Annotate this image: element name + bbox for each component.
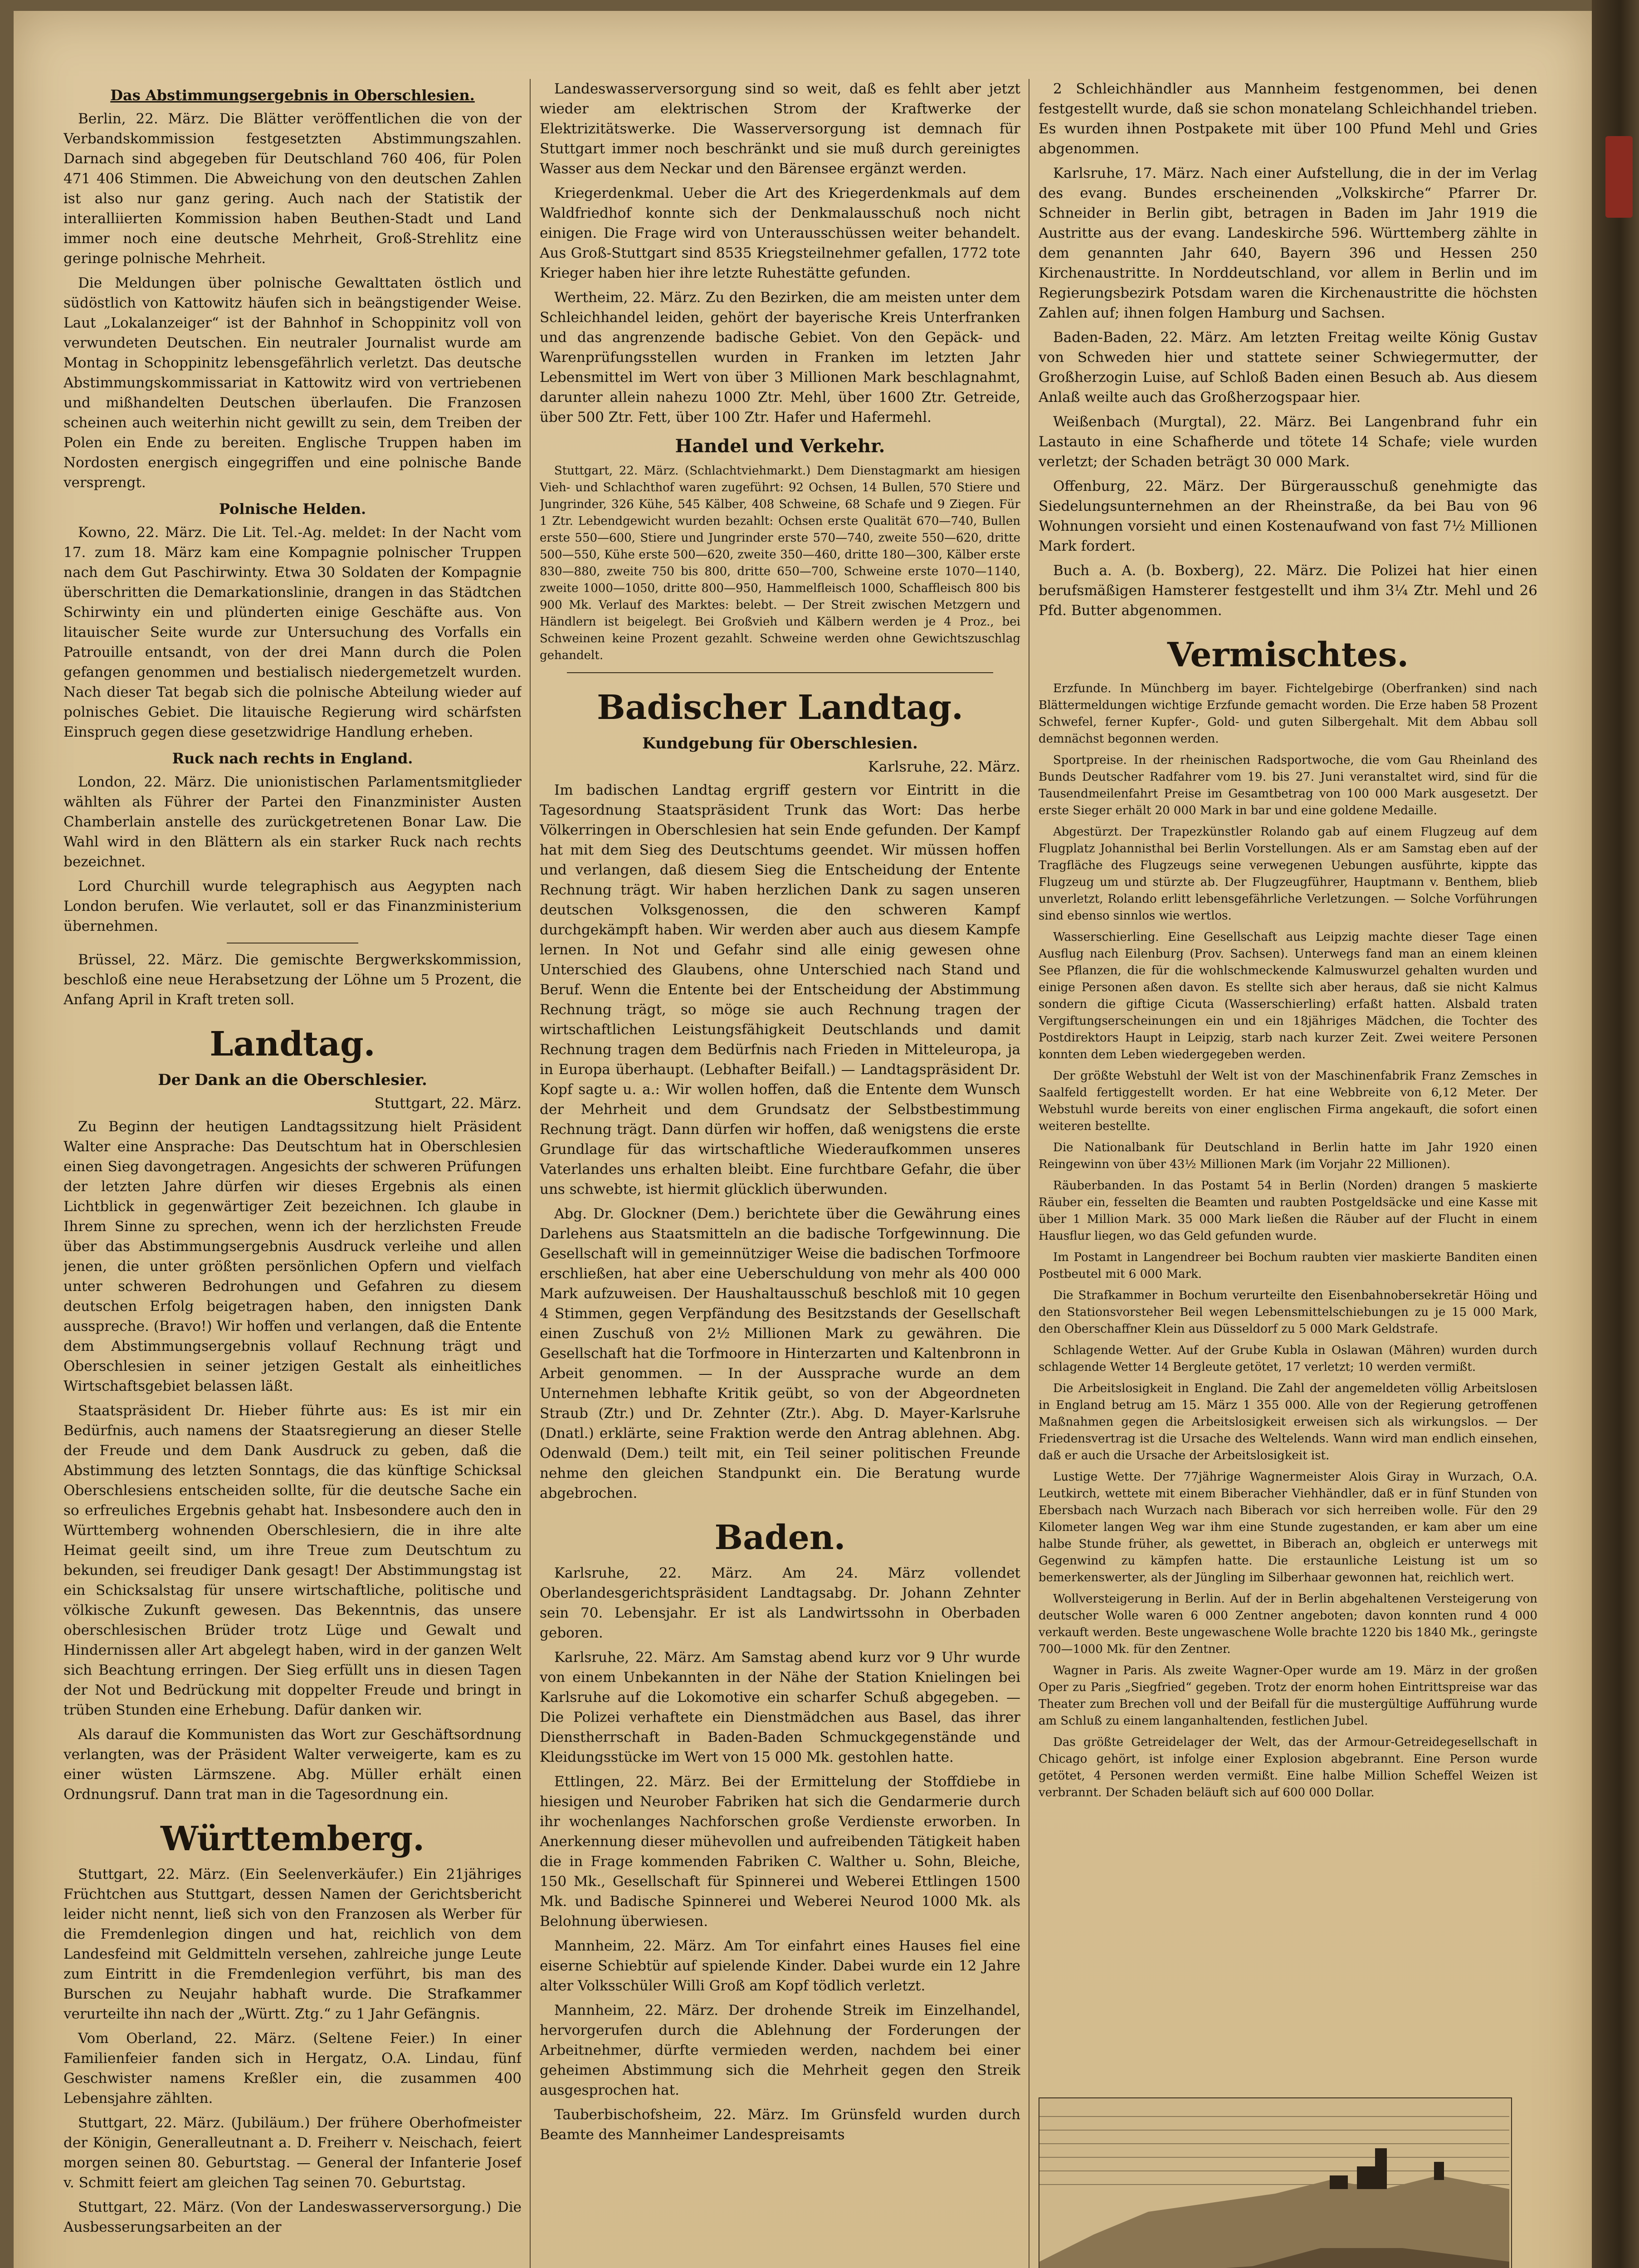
divider [567,672,993,673]
section-title: Vermischtes. [1167,635,1409,675]
dateline: Karlsruhe, 22. März. [868,758,1020,775]
article-text: Mannheim, 22. März. Der drohende Streik im Einzelhandel, hervorgerufen durch die Ablehnung der Forderungen der Arbeitnehmer, dürfte vermieden werden, nachdem bei einer geheimen Abstimmung sich die Mehrheit gegen den Streik ausgesprochen hat. [540,2002,1020,2098]
section-title: Württemberg. [161,1819,424,1858]
news-item: Wasserschierling. Eine Gesellschaft aus Leipzig machte dieser Tage einen Ausflug nach Eilenburg (Prov. Sachsen). Unterwegs fand man an einem kleinen See Pflanzen, die für die wohlschmeckende Kalmuswurzel gehalten wurden und einige Personen aßen davon. Es stellte sich aber heraus, daß sie nicht Kalmus sondern die giftige Cicuta (Wasserschierling) erfaßt hatten. Alsbald traten Vergiftungserscheinungen ein und ein 18jähriges Mädchen, die Tochter des Postdirektors Haupt in Leipzig, starb nach kurzer Zeit. Zwei weitere Personen konnten dem Leben wiedergegeben werden. [1039,930,1537,1061]
news-item: Wollversteigerung in Berlin. Auf der in Berlin abgehaltenen Versteigerung von deutscher Wolle waren 6 000 Zentner angeboten; davon konnten rund 4 000 verkauft werden. Beste ungewaschene Wolle brachte 1220 bis 1840 Mk., geringste 700—1000 Mk. für den Zentner. [1039,1592,1537,1656]
news-item: Räuberbanden. In das Postamt 54 in Berlin (Norden) drangen 5 maskierte Räuber ein, fesselten die Beamten und raubten Postgeldsäcke und eine Kasse mit über 1 Million Mark. 35 000 Mark ließen die Räuber auf der Flucht in einem Hausflur liegen, wo das Geld gefunden wurde. [1039,1179,1537,1243]
section-title: Baden. [714,1518,846,1557]
newspaper-page [14,11,1592,2268]
news-item: Die Strafkammer in Bochum verurteilte den Eisenbahnobersekretär Höing und den Stationsvorsteher Beil wegen Lebensmittelschiebungen zu je 15 000 Mark, den Oberschaffner Klein aus Düsseldorf zu 5 000 Mark Geldstrafe. [1039,1289,1537,1336]
article-text: Landeswasserversorgung sind so weit, daß es fehlt aber jetzt wieder am elektrischen Strom der Kraftwerke der Elektrizitätswerke. Die Wasserversorgung ist demnach für Stuttgart immer noch beschränkt und sie muß durch gereinigtes Wasser aus dem Neckar und den Bärensee ergänzt werden. [540,81,1020,177]
news-item: Der größte Webstuhl der Welt ist von der Maschinenfabrik Franz Zemsches in Saalfeld fertiggestellt worden. Er hat eine Webbreite von 6,12 Meter. Der Webstuhl wurde bereits von einer englischen Firma angekauft, die sofort einen weiteren bestellte. [1039,1069,1537,1133]
article-text: Lord Churchill wurde telegraphisch aus Aegypten nach London berufen. Wie verlautet, soll er das Finanzministerium übernehmen. [63,878,522,934]
news-item: Wagner in Paris. Als zweite Wagner-Oper wurde am 19. März in der großen Oper zu Paris „Siegfried“ gegeben. Trotz der enorm hohen Eintrittspreise war das Theater zum Brechen voll und der Beifall für die mustergültige Aufführung wurde am Schluß zu einem langanhaltenden, festlichen Jubel. [1039,1664,1537,1728]
column-1 [63,79,522,2268]
article-text: Buch a. A. (b. Boxberg), 22. März. Die Polizei hat hier einen berufsmäßigen Hamsterer festgestellt und ihm 3¼ Ztr. Mehl und 26 Pfd. Butter abgenommen. [1039,562,1537,619]
article-text: Ettlingen, 22. März. Bei der Ermittelung der Stoffdiebe in hiesigen und Neurober Fabriken hat sich die Gendarmerie durch ihr wochenlanges Nachforschen große Verdienste erworben. In Anerkennung dieser mühevollen und aufreibenden Tätigkeit haben die in Frage kommenden Fabriken C. Walther u. Sohn, Bleiche, 150 Mk., Gesellschaft für Spinnerei und Weberei Ettlingen 1500 Mk. und Badische Spinnerei und Weberei Neurod 1000 Mk. als Belohnung überwiesen. [540,1774,1020,1930]
article-text: Stuttgart, 22. März. (Ein Seelenverkäufer.) Ein 21jähriges Früchtchen aus Stuttgart, dessen Namen der Gerichtsbericht leider nicht nennt, ließ sich von den Franzosen als Werber für die Fremdenlegion dingen und hat, reichlich von dem Landesfeind mit Geldmitteln versehen, zahlreiche junge Leute zum Eintritt in die Fremdenlegion verführt, bis man des Burschen zu Neujahr habhaft wurde. Die Strafkammer verurteilte ihn nach der „Württ. Ztg.“ zu 1 Jahr Gefängnis. [63,1866,522,2022]
news-item: Abgestürzt. Der Trapezkünstler Rolando gab auf einem Flugzeug auf dem Flugplatz Johannisthal bei Berlin Vorstellungen. Als er am Samstag eben auf der Tragfläche des Flugzeugs seine verwegenen Uebungen ausführte, kippte das Flugzeug um und stürzte ab. Der Flugzeugführer, Hauptmann v. Benthem, blieb unverletzt, Rolando erlitt lebensgefährliche Verletzungen. — Solche Vorführungen sind ebenso sinnlos wie wertlos. [1039,825,1537,923]
article-text: Die Meldungen über polnische Gewalttaten östlich und südöstlich von Kattowitz häufen sich in beängstigender Weise. Laut „Lokalanzeiger“ ist der Bahnhof in Schoppinitz voll von verwundeten Deutschen. Ein neutraler Journalist wurde am Montag in Schoppinitz lebensgefährlich verletzt. Das deutsche Abstimmungskommissariat in Kattowitz wird von vertriebenen und mißhandelten Deutschen überlaufen. Die Franzosen scheinen auch weiterhin nicht gewillt zu sein, dem Treiben der Polen ein Ende zu bereiten. Englische Truppen haben im Nordosten energisch eingegriffen und eine polnische Bande versprengt. [63,275,522,491]
article-headline: Polnische Helden. [219,500,366,518]
article-text: Abg. Dr. Glockner (Dem.) berichtete über die Gewährung eines Darlehens aus Staatsmitteln an die badische Torfgewinnung. Die Gesellschaft will in gemeinnütziger Weise die badischen Torfmoore erschließen, hat aber eine Ueberschuldung von mehr als 400 000 Mark aufzuweisen. Der Haushaltausschuß beschloß mit 10 gegen 4 Stimmen, gegen Verpfändung des Besitzstands der Gesellschaft einen Zuschuß von 2½ Millionen Mark zu gewähren. Die Gesellschaft hat die Torfmoore in Hinterzarten und Kaltenbronn in Arbeit genommen. — In der Aussprache wurde an dem Unternehmen lebhafte Kritik geübt, so von der Abgeordneten Straub (Ztr.) und Dr. Zehnter (Ztr.). Abg. D. Mayer-Karlsruhe (Dnatl.) erklärte, seine Fraktion werde den Antrag ablehnen. Abg. Odenwald (Dem.) teilt mit, ein Teil seiner politischen Freunde nehme den gleichen Standpunkt ein. Die Beratung wurde abgebrochen. [540,1206,1020,1501]
article-text: Stuttgart, 22. März. (Jubiläum.) Der frühere Oberhofmeister der Königin, Generalleutnant a. D. Freiherr v. Neischach, feiert morgen seinen 80. Geburtstag. — General der Infanterie Josef v. Schmitt feiert am gleichen Tag seinen 70. Geburtstag. [63,2115,522,2191]
section-title: Handel und Verkehr. [675,435,885,457]
article-headline: Ruck nach rechts in England. [172,750,413,767]
news-item: Lustige Wette. Der 77jährige Wagnermeister Alois Giray in Wurzach, O.A. Leutkirch, wettete mit einem Biberacher Viehhändler, daß er in fünf Stunden von Ebersbach nach Wurzach nach Biberach vor sich herreiben wolle. Für den 29 Kilometer langen Weg war ihm eine Stunde zugestanden, er kam aber um eine halbe Stunde früher, als gewettet, in Biberach an, obgleich er unterwegs mit Gegenwind zu kämpfen hatte. Die erstaunliche Leistung ist um so bemerkenswerter, als der Jüngling im Silberhaar gewonnen hat, reichlich wert. [1039,1470,1537,1584]
news-item: Die Nationalbank für Deutschland in Berlin hatte im Jahr 1920 einen Reingewinn von über 43½ Millionen Mark (im Vorjahr 22 Millionen). [1039,1141,1537,1171]
article-headline: Das Abstimmungsergebnis in Oberschlesien. [110,87,475,104]
column-rule-1 [530,79,531,2268]
news-item: Die Arbeitslosigkeit in England. Die Zahl der angemeldeten völlig Arbeitslosen in England betrug am 15. März 1 355 000. Alle von der Regierung getroffenen Maßnahmen gegen die Arbeitslosigkeit erweisen sich als wirkungslos. — Der Friedensvertrag ist die Ursache des Weltelends. Wann wird man endlich einsehen, daß er auch die Ursache der Arbeitslosigkeit ist. [1039,1382,1537,1462]
news-item: Im Postamt in Langendreer bei Bochum raubten vier maskierte Banditen einen Postbeutel mit 6 000 Mark. [1039,1251,1537,1281]
book-spine [1592,0,1639,2268]
article-text: Karlsruhe, 17. März. Nach einer Aufstellung, die in der im Verlag des evang. Bundes erscheinenden „Volkskirche“ Pfarrer Dr. Schneider in Berlin gibt, betragen in Baden im Jahr 1919 die Austritte aus der evang. Landeskirche 596. Württemberg zählte in dem genannten Jahr 640, Bayern 396 und Hessen 250 Kirchenaustritte. In Norddeutschland, vor allem in Berlin und im Regierungsbezirk Potsdam waren die Kirchenaustritte die höchsten Zahlen auf; ihnen folgen Hamburg und Sachsen. [1039,165,1537,321]
article-text: Baden-Baden, 22. März. Am letzten Freitag weilte König Gustav von Schweden hier und stattete seiner Schwiegermutter, der Großherzogin Luise, auf Schloß Baden einen Besuch ab. Aus diesem Anlaß weilte auch das Großherzogspaar hier. [1039,329,1537,406]
section-subtitle: Der Dank an die Oberschlesier. [158,1071,427,1089]
section-subtitle: Kundgebung für Oberschlesien. [642,734,918,753]
article-text: Als darauf die Kommunisten das Wort zur Geschäftsordnung verlangten, was der Präsident Walter verweigerte, kam es zu einer wüsten Lärmszene. Abg. Müller erhält einen Ordnungsruf. Dann trat man in die Tagesordnung ein. [63,1726,522,1803]
news-item: Sportpreise. In der rheinischen Radsportwoche, die vom Gau Rheinland des Bunds Deutscher Radfahrer vom 19. bis 27. Juni veranstaltet wird, sind für die Tausendmeilenfahrt Preise im Gesamtbetrag von 100 000 Mark ausgesetzt. Der erste Sieger erhält 20 000 Mark in bar und eine goldene Medaille. [1039,753,1537,817]
section-title: Landtag. [210,1025,376,1064]
engraving-image [1039,2098,1509,2268]
article-text: 2 Schleichhändler aus Mannheim festgenommen, bei denen festgestellt wurde, daß sie schon monatelang Schleichhandel trieben. Es wurden ihnen Postpakete mit über 100 Pfund Mehl und Gries abgenommen. [1039,81,1537,157]
article-text: Kowno, 22. März. Die Lit. Tel.-Ag. meldet: In der Nacht vom 17. zum 18. März kam eine Kompagnie polnischer Truppen nach dem Gut Paschirwinty. Etwa 30 Soldaten der Kompagnie überschritten die Demarkationslinie, drangen in das Städtchen Schirwinty ein und plünderten einige Geschäfte aus. Von litauischer Seite wurde zur Untersuchung des Vorfalls ein Patrouille entsandt, von der drei Mann durch die Polen gefangen genommen und bestialisch niedergemetzelt wurden. Nach dieser Tat begab sich die polnische Abteilung wieder auf polnisches Gebiet. Die litauische Regierung wird schärfsten Einspruch gegen diese gesetzwidrige Handlung erheben. [63,524,522,740]
article-text: Karlsruhe, 22. März. Am 24. März vollendet Oberlandesgerichtspräsident Landtagsabg. Dr. Johann Zehnter sein 70. Lebensjahr. Er ist als Landwirtssohn in Oberbaden geboren. [540,1565,1020,1641]
spine-label [1605,136,1633,218]
dateline: Stuttgart, 22. März. [374,1095,522,1112]
market-report: Stuttgart, 22. März. (Schlachtviehmarkt.) Dem Dienstagmarkt am hiesigen Vieh- und Schlachthof waren zugeführt: 92 Ochsen, 14 Bullen, 570 Stiere und Jungrinder, 326 Kühe, 545 Kälber, 408 Schweine, 68 Schafe und 9 Ziegen. Für 1 Ztr. Lebendgewicht wurden bezahlt: Ochsen erste Qualität 670—740, Bullen erste 550—600, Stiere und Jungrinder erste 570—740, zweite 550—620, dritte 500—550, Kühe erste 500—620, zweite 350—460, dritte 180—300, Kälber erste 830—880, zweite 750 bis 800, dritte 650—700, Schweine erste 1070—1140, zweite 1000—1050, dritte 800—950, Hammelfleisch 1000, Schaffleisch 800 bis 900 Mk. Verlauf des Marktes: belebt. — Der Streit zwischen Metzgern und Händlern ist beigelegt. Bei Großvieh und Kälbern werden je 4 Proz., bei Schweinen keine Prozent gezahlt. Schweine werden ohne Gewichtszuschlag gehandelt. [540,464,1020,662]
column-3 [1039,79,1537,2097]
article-text: Zu Beginn der heutigen Landtagssitzung hielt Präsident Walter eine Ansprache: Das Deutschtum hat in Oberschlesien einen Sieg davongetragen. Angesichts der schweren Prüfungen der letzten Jahre dürfen wir dieses Ergebnis als einen Lichtblick in gegenwärtiger Zeit bezeichnen. Ich glaube in Ihrem Sinne zu sprechen, wenn ich der herzlichsten Freude über das Abstimmungsergebnis Ausdruck verleihe und allen jenen, die unter größten persönlichen Opfern und vielfach unter schweren Bedrohungen und Gefahren zu diesem deutschen Erfolg beigetragen haben, den innigsten Dank ausspreche. (Bravo!) Wir hoffen und verlangen, daß die Entente dem Abstimmungsergebnis vollauf Rechnung trägt und Oberschlesien in seiner jetzigen Gestalt als einheitliches Wirtschaftsgebiet belassen läßt. [63,1119,522,1394]
article-text: Brüssel, 22. März. Die gemischte Bergwerkskommission, beschloß eine neue Herabsetzung der Löhne um 5 Prozent, die Anfang April in Kraft treten soll. [63,952,522,1008]
news-item: Das größte Getreidelager der Welt, das der Armour-Getreidegesellschaft in Chicago gehört, ist infolge einer Explosion abgebrannt. Eine Person wurde getötet, 4 Personen werden vermißt. Eine halbe Million Scheffel Weizen ist verbrannt. Der Schaden beläuft sich auf 600 000 Dollar. [1039,1735,1537,1799]
article-text: Wertheim, 22. März. Zu den Bezirken, die am meisten unter dem Schleichhandel leiden, gehört der bayerische Kreis Unterfranken und das angrenzende badische Gebiet. Von den Gepäck- und Warenprüfungsstellen wurden in Franken im letzten Jahr Lebensmittel im Wert von über 3 Millionen Mark beschlagnahmt, darunter allein nahezu 1000 Ztr. Mehl, über 1600 Ztr. Getreide, über 500 Ztr. Fett, über 100 Ztr. Hafer und Hafermehl. [540,289,1020,425]
article-text: Staatspräsident Dr. Hieber führte aus: Es ist mir ein Bedürfnis, auch namens der Staatsregierung an dieser Stelle der Freude und dem Dank Ausdruck zu geben, daß die Abstimmung des letzten Sonntags, die das künftige Schicksal Oberschlesiens entscheiden sollte, für die deutsche Sache ein so erfreuliches Ergebnis gehabt hat. Insbesondere auch den in Württemberg wohnenden Oberschlesiern, die in ihre alte Heimat geeilt sind, um ihre Treue zum Deutschtum zu bekunden, sei freudiger Dank gesagt! Der Abstimmungstag ist ein Schicksalstag für unsere wirtschaftliche, politische und völkische Zukunft gewesen. Das Bekenntnis, das unsere oberschlesischen Brüder trotz Lüge und Gewalt und Hindernissen aller Art abgelegt haben, wird in der ganzen Welt sich Beachtung erringen. Der Sieg erfüllt uns in diesen Tagen der Not und Bedrückung mit doppelter Freude und bringt in trüben Stunden eine Erhebung. Dafür danken wir. [63,1403,522,1718]
article-text: Offenburg, 22. März. Der Bürgerausschuß genehmigte das Siedelungsunternehmen an der Rheinstraße, da bei Bau von 96 Wohnungen vorsieht und einen Kostenaufwand von fast 7½ Millionen Mark fordert. [1039,478,1537,554]
article-text: Weißenbach (Murgtal), 22. März. Bei Langenbrand fuhr ein Lastauto in eine Schafherde und tötete 14 Schafe; viele wurden verletzt; der Schaden beträgt 30 000 Mark. [1039,414,1537,470]
section-title: Badischer Landtag. [597,688,963,727]
article-text: Vom Oberland, 22. März. (Seltene Feier.) In einer Familienfeier fanden sich in Hergatz, O.A. Lindau, fünf Geschwister namens Kreßler ein, die zusammen 400 Lebensjahre zählten. [63,2030,522,2107]
article-text: Tauberbischofsheim, 22. März. Im Grünsfeld wurden durch Beamte des Mannheimer Landespreisamts [540,2107,1020,2143]
column-2 [540,79,1020,2268]
news-item: Schlagende Wetter. Auf der Grube Kubla in Oslawan (Mähren) wurden durch schlagende Wetter 14 Bergleute getötet, 17 verletzt; 10 werden vermißt. [1039,1344,1537,1374]
article-text: London, 22. März. Die unionistischen Parlamentsmitglieder wählten als Führer der Partei den Finanzminister Austen Chamberlain anstelle des zurückgetretenen Bonar Law. Die Wahl wird in den Blättern als ein starker Ruck nach rechts bezeichnet. [63,774,522,870]
article-text: Berlin, 22. März. Die Blätter veröffentlichen die von der Verbandskommission festgesetzten Abstimmungszahlen. Darnach sind abgegeben für Deutschland 760 406, für Polen 471 406 Stimmen. Die Abweichung von den deutschen Zahlen ist also nur ganz gering. Auch nach der Statistik der interalliierten Kommission haben Beuthen-Stadt und Land immer noch eine deutsche Mehrheit, Groß-Strehlitz eine geringe polnische Mehrheit. [63,111,522,267]
article-text: Im badischen Landtag ergriff gestern vor Eintritt in die Tagesordnung Staatspräsident Trunk das Wort: Das herbe Völkerringen in Oberschlesien hat sein Ende gefunden. Der Kampf hat mit dem Sieg des Deutschtums geendet. Wir müssen hoffen und verlangen, daß diesem Sieg die Entscheidung der Entente Rechnung trägt. Wir haben herzlichen Dank zu sagen unseren deutschen Volksgenossen, die den schweren Kampf durchgekämpft haben. Wir werden aber auch aus diesem Kampfe lernen. In Not und Gefahr sind alle einig gewesen ohne Unterschied des Glaubens, ohne Unterschied nach Stand und Beruf. Wenn die Entente bei der Entscheidung der Abstimmung Rechnung trägt, so möge sie auch Rechnung tragen der wirtschaftlichen Leistungsfähigkeit Deutschlands und damit Rechnung tragen dem Bedürfnis nach Frieden in Mitteleuropa, ja in Europa überhaupt. (Lebhafter Beifall.) — Landtagspräsident Dr. Kopf sagte u. a.: Wir wollen hoffen, daß die Entente dem Wunsch der Mehrheit und dem Grundsatz der Selbstbestimmung Rechnung trägt. Dann dürfen wir hoffen, daß wenigstens die erste Grundlage für das wirtschaftliche Wiederaufkommen unseres Vaterlandes uns erhalten bleibt. Eine furchtbare Gefahr, die über uns schwebte, ist hiermit glücklich überwunden. [540,782,1020,1198]
article-text: Karlsruhe, 22. März. Am Samstag abend kurz vor 9 Uhr wurde von einem Unbekannten in der Nähe der Station Knielingen bei Karlsruhe auf die Lokomotive ein scharfer Schuß abgegeben. — Die Polizei verhaftete ein Dienstmädchen aus Basel, das ihrer Dienstherrschaft in Baden-Baden Schmuckgegenstände und Kleidungsstücke im Wert von 15 000 Mk. gestohlen hatte. [540,1649,1020,1765]
article-text: Kriegerdenkmal. Ueber die Art des Kriegerdenkmals auf dem Waldfriedhof konnte sich der Denkmalausschuß noch nicht einigen. Die Frage wird von Unterausschüssen weiter behandelt. Aus Groß-Stuttgart sind 8535 Kriegsteilnehmer gefallen, 1772 tote Krieger haben hier ihre letzte Ruhestätte gefunden. [540,185,1020,281]
article-text: Mannheim, 22. März. Am Tor einfahrt eines Hauses fiel eine eiserne Schiebtür auf spielende Kinder. Dabei wurde ein 12 Jahre alter Volksschüler Willi Groß am Kopf tödlich verletzt. [540,1938,1020,1994]
illustration-golgotha [1039,2097,1512,2268]
article-text: Stuttgart, 22. März. (Von der Landeswasserversorgung.) Die Ausbesserungsarbeiten an der [63,2199,522,2235]
news-item: Erzfunde. In Münchberg im bayer. Fichtelgebirge (Oberfranken) sind nach Blättermeldungen wichtige Erzfunde gemacht worden. Die Erze haben 58 Prozent Schwefel, ferner Kupfer-, Gold- und guten Silbergehalt. Mit dem Abbau soll demnächst begonnen werden. [1039,682,1537,746]
